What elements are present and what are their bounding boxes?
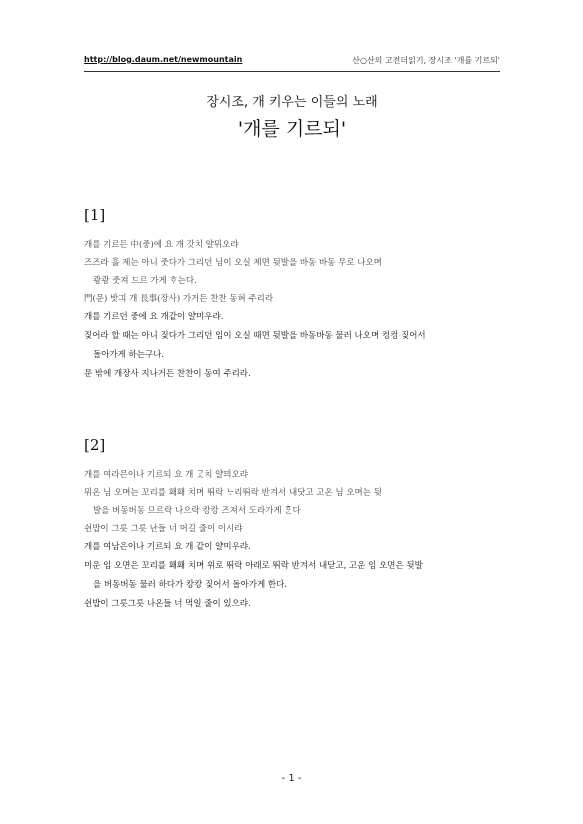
title-block — [84, 94, 500, 142]
original-line: 門(문) 밧긔 개 長事(장사) 가거든 찬찬 동혀 주리라 — [84, 294, 274, 304]
modern-translation-block — [84, 308, 500, 384]
blog-url-link[interactable]: http://blog.daum.net/newmountain — [84, 55, 243, 64]
page-header — [84, 55, 500, 72]
modern-line: 짖어라 할 때는 아니 짖다가 그리던 임이 오실 때면 뒷발을 바동바동 물러 나오며 컹컹 짖어서 — [84, 331, 426, 341]
header-title: 산○산의 고전더읽기, 장시조 '개를 기르되' — [352, 56, 500, 65]
original-text-block — [84, 236, 500, 308]
modern-line: 돌아가게 하는구나. — [93, 350, 165, 360]
original-line: 개를 여라믄이나 기르되 요 개 ᄀᆞᆺ치 얄믜오랴 — [84, 470, 249, 480]
document-title: '개를 기르되' — [237, 118, 347, 140]
page-number: - 1 - — [281, 773, 302, 784]
modern-line: 개를 기르던 중에 요 개같이 얄미우랴. — [84, 312, 224, 322]
document-subtitle: 장시조, 개 키우는 이들의 노래 — [206, 95, 378, 110]
section-heading: [2] — [84, 436, 106, 454]
original-line: 개를 기르든 中(중)에 요 개 갓치 얄뮈오랴 — [84, 240, 239, 250]
section-heading: [1] — [84, 206, 106, 224]
original-line: 쾅쾅 줏져 드르 가게 ᄒᆞ는다. — [93, 276, 197, 286]
original-line: 발을 버동버동 므르락 나으락 캉캉 즈져서 도라가게 ᄒᆞᆫ다 — [93, 506, 301, 516]
modern-line: 쉰밥이 그릇그릇 나온들 너 먹일 줄이 있으랴. — [84, 599, 251, 609]
modern-line: 을 버동버동 물러 하다가 캉캉 짖어서 돌아가게 한다. — [93, 580, 288, 590]
modern-line: 문 밖에 개장사 지나거든 찬찬이 동여 주리라. — [84, 369, 251, 379]
modern-line: 미운 임 오면은 꼬리를 홰홰 치며 위로 뛰락 아래로 뛰락 반겨서 내닫고, 고운 임 오면은 뒷발 — [84, 561, 423, 571]
original-line: 즈즈라 흘 제는 아니 줏다가 그리던 님이 오실 제면 뒷발을 바동 바동 무로 나오며 — [84, 258, 382, 268]
original-line: 뮈온 님 오며는 꼬리를 홰홰 치며 뛰락 ᄂᆞ리뛰락 반겨서 내닷고 고온 님 오며는 뒷 — [84, 488, 382, 498]
poem-section-2 — [84, 436, 500, 614]
original-line: 쉰밥이 그릇 그릇 난들 너 머길 줄이 이시랴 — [84, 524, 243, 534]
original-text-block — [84, 466, 500, 538]
modern-translation-block — [84, 538, 500, 614]
modern-line: 개를 여남은이나 기르되 요 개 같이 얄미우랴. — [84, 542, 251, 552]
poem-section-1 — [84, 206, 500, 384]
